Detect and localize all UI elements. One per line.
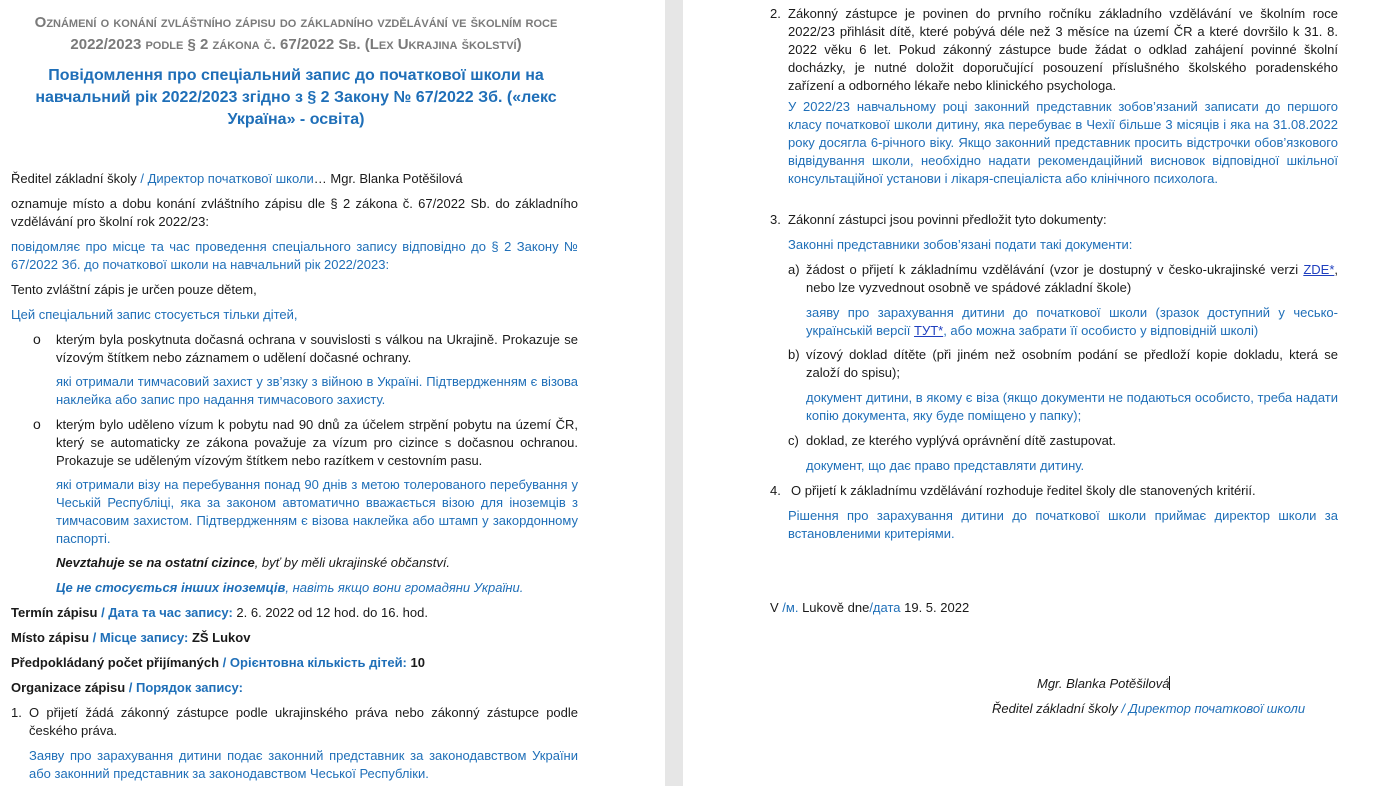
bullet-2-cz: kterým bylo uděleno vízum k pobytu nad 90 dnů za účelem strpění pobytu na území ČR, který se automaticky ze zákona považuje za vízum pro cizince s dočasnou ochranou. Prokazuje se uděleným vízovým štítkem nebo razítkem v cestovním pasu. bbox=[56, 417, 578, 468]
document-page-right bbox=[683, 0, 1376, 786]
sub-item-label: b) bbox=[788, 347, 800, 362]
item-4-ua: Рішення про зарахування дитини до початкової школи приймає директор школи за встановленими критеріями. bbox=[788, 508, 1338, 541]
bullet-marker: o bbox=[33, 416, 41, 432]
item-4-cz: O přijetí k základnímu vzdělávání rozhoduje ředitel školy dle stanovených kritérií. bbox=[791, 483, 1256, 498]
form-link-ua[interactable]: ТУТ* bbox=[914, 323, 944, 338]
only-children-cz: Tento zvláštní zápis je určen pouze dětem, bbox=[11, 282, 257, 297]
document-page-left bbox=[0, 0, 665, 786]
bullet-1-ua: які отримали тимчасовий захист у зв’язку з війною в Україні. Підтвердженням є візова наклейка або запис про надання тимчасового захисту. bbox=[56, 374, 578, 407]
bullet-marker: o bbox=[33, 331, 41, 347]
expected-count: Předpokládaný počet přijímaných / Орієнтовна кількість дітей: 10 bbox=[11, 655, 425, 670]
director-line: Ředitel základní školy / Директор початкової школи… Mgr. Blanka Potěšilová bbox=[11, 171, 463, 186]
item-1-ua: Заяву про зарахування дитини подає законний представник за законодавством України або законний представник за законодавством Чеської Республіки. bbox=[29, 748, 578, 781]
bullet-2-ua: які отримали візу на перебування понад 90 днів з метою толерованого перебування у Чеській Республіці, яка за законом автоматично вважається візою для іноземців з тимчасовим захистом. Підтвердженням є візова наклейка або штамп у закордонному паспорті. bbox=[56, 477, 578, 546]
signature-name: Mgr. Blanka Potěšilová bbox=[1037, 676, 1170, 691]
list-number: 4. bbox=[770, 483, 781, 498]
heading-ukrainian: Повідомлення про спеціальний запис до початкової школи на навчальний рік 2022/2023 згідно з § 2 Закону № 67/2022 Зб. («лекс Україна» - освіта) bbox=[35, 67, 557, 128]
sub-item-c-ua: документ, що дає право представляти дитину. bbox=[806, 458, 1085, 473]
sub-item-a-cz: žádost o přijetí k základnímu vzdělávání (vzor je dostupný v česko-ukrajinské verzi ZDE*, nebo lze vyzvednout osobně ve spádové základní škole) bbox=[806, 262, 1338, 295]
announce-cz: oznamuje místo a dobu konání zvláštního zápisu dle § 2 zákona č. 67/2022 Sb. do základního vzdělávání pro školní rok 2022/23: bbox=[11, 196, 578, 229]
sub-item-b-cz: vízový doklad dítěte (při jiném než osobním podání se předloží kopie dokladu, která se založí do spisu); bbox=[806, 347, 1338, 380]
not-applicable-ua: Це не стосується інших іноземців, навіть якщо вони громадяни України. bbox=[56, 580, 524, 595]
enrollment-term: Termín zápisu / Дата та час запису: 2. 6. 2022 od 12 hod. do 16. hod. bbox=[11, 605, 428, 620]
sub-item-c-cz: doklad, ze kterého vyplývá oprávnění dítě zastupovat. bbox=[806, 433, 1117, 448]
item-1-cz: O přijetí žádá zákonný zástupce podle ukrajinského práva nebo zákonný zástupce podle českého práva. bbox=[29, 705, 578, 738]
signature-role: Ředitel základní školy / Директор початкової школи bbox=[992, 701, 1306, 716]
director-name: Mgr. Blanka Potěšilová bbox=[330, 171, 463, 186]
list-number: 1. bbox=[11, 705, 22, 720]
form-link-cz[interactable]: ZDE* bbox=[1303, 262, 1335, 277]
not-applicable-cz: Nevztahuje se na ostatní cizince, byť by měli ukrajinské občanství. bbox=[56, 555, 451, 570]
item-3-cz: Zákonní zástupci jsou povinni předložit tyto dokumenty: bbox=[788, 212, 1107, 227]
organization-heading: Organizace zápisu / Порядок запису: bbox=[11, 680, 243, 695]
sub-item-b-ua: документ дитини, в якому є віза (якщо документи не подаються особисто, треба надати копію документа, яку буде поміщено у папку); bbox=[806, 390, 1338, 423]
item-2-cz: Zákonný zástupce je povinen do prvního ročníku základního vzdělávání ve školním roce 2022/23 přihlásit dítě, které pobývá déle než 3 měsíce na území ČR a které dovršilo k 31. 8. 2022 věku 6 let. Pokud zákonný zástupce bude žádat o odklad zahájení povinné školní docházky, je nutné doložit doporučující posouzení příslušného školského poradenského zařízení a odborného lékaře nebo klinického psychologa. bbox=[788, 6, 1338, 93]
sub-item-a-ua: заяву про зарахування дитини до початкової школи (зразок доступний у чесько-українській версії ТУТ*, або можна забрати її особисто у відповідній школі) bbox=[806, 305, 1338, 338]
heading-czech: Oznámení o konání zvláštního zápisu do základního vzdělávání ve školním roce 2022/2023 podle § 2 zákona č. 67/2022 Sb. (Lex Ukrajina školství) bbox=[34, 14, 558, 53]
list-number: 2. bbox=[770, 6, 781, 21]
item-3-ua: Законні представники зобов’язані подати такі документи: bbox=[788, 237, 1133, 252]
list-number: 3. bbox=[770, 212, 781, 227]
announce-ua: повідомляє про місце та час проведення спеціального запису відповідно до § 2 Закону № 67/2022 Зб. до початкової школи на навчальний рік 2022/2023: bbox=[11, 239, 578, 272]
text-cursor bbox=[1169, 676, 1170, 690]
place-and-date: V /м. Lukově dne/дата 19. 5. 2022 bbox=[770, 600, 970, 615]
item-2-ua: У 2022/23 навчальному році законний представник зобов’язаний записати до першого класу початкової школи дитину, яка перебуває в Чехії більше 3 місяців і яка на 31.08.2022 року досягла 6-річного віку. Якщо законний представник просить відстрочки обов’язкового відвідування школи, необхідно надати рекомендаційний висновок відповідної шкільної консультаційної установи і лікаря-спеціаліста або клінічного психолога. bbox=[788, 99, 1338, 186]
enrollment-place: Místo zápisu / Місце запису: ZŠ Lukov bbox=[11, 630, 251, 645]
sub-item-label: a) bbox=[788, 262, 800, 277]
only-children-ua: Цей спеціальний запис стосується тільки дітей, bbox=[11, 307, 298, 322]
sub-item-label: c) bbox=[788, 433, 799, 448]
bullet-1-cz: kterým byla poskytnuta dočasná ochrana v souvislosti s válkou na Ukrajině. Prokazuje se vízovým štítkem nebo záznamem o udělení dočasné ochrany. bbox=[56, 332, 578, 365]
